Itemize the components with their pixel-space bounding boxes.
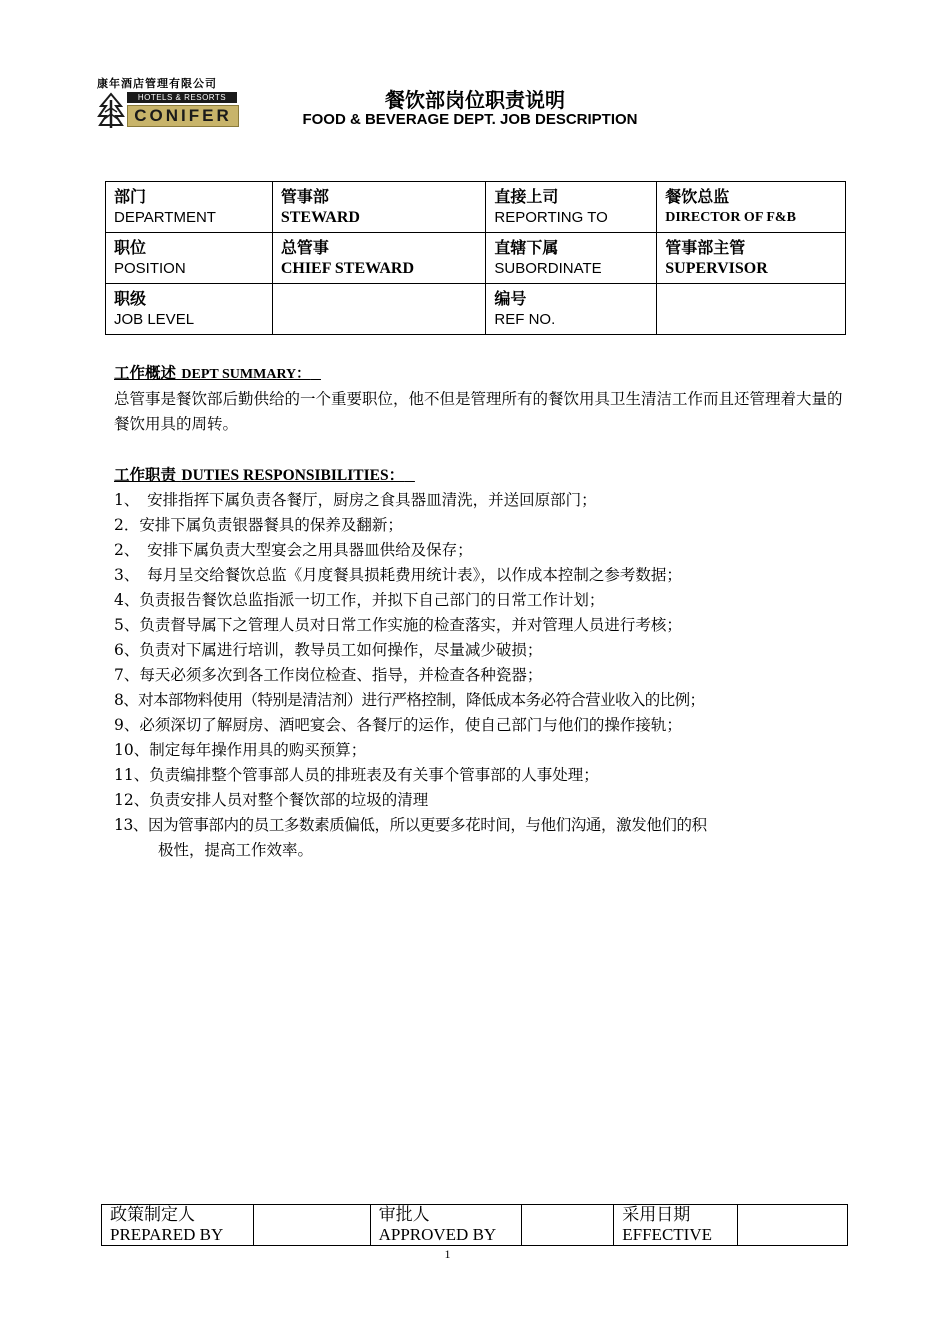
effective-label-en: EFFECTIVE xyxy=(622,1225,712,1244)
list-item: 3、 每月呈交给餐饮总监《月度餐具损耗费用统计表》，以作成本控制之参考数据； xyxy=(114,566,682,584)
logo-brand: CONIFER xyxy=(127,105,239,127)
list-item: 2．安排下属负责银器餐具的保养及翻新； xyxy=(114,516,403,534)
job-level-label-cn: 职级 xyxy=(114,289,147,308)
list-item-continuation: 极性，提高工作效率。 xyxy=(158,841,314,859)
logo-tagline: HOTELS & RESORTS xyxy=(127,92,237,103)
reporting-label-en: REPORTING TO xyxy=(494,209,608,226)
table-row xyxy=(106,182,846,233)
list-item: 6、负责对下属进行培训，教导员工如何操作，尽量减少破损； xyxy=(114,641,543,659)
department-label-cell xyxy=(106,182,273,233)
reporting-label-cn: 直接上司 xyxy=(494,187,559,206)
position-value-en: CHIEF STEWARD xyxy=(280,260,415,277)
subordinate-label-en: SUBORDINATE xyxy=(494,260,602,277)
duties-heading-en: DUTIES RESPONSIBILITIES： xyxy=(181,467,405,484)
approved-label-cell xyxy=(370,1205,522,1246)
job-level-label-en: JOB LEVEL xyxy=(114,311,195,328)
subordinate-label-cn: 直辖下属 xyxy=(494,238,559,257)
prepared-label-cn: 政策制定人 xyxy=(110,1205,195,1225)
list-item: 4、负责报告餐饮总监指派一切工作，并拟下自己部门的日常工作计划； xyxy=(114,591,605,609)
approved-label-en: APPROVED BY xyxy=(378,1225,497,1244)
subordinate-label-cell xyxy=(486,233,657,284)
effective-label-cell xyxy=(614,1205,738,1246)
list-item: 8、对本部物料使用（特别是清洁剂）进行严格控制，降低成本务必符合营业收入的比例； xyxy=(114,691,705,709)
position-value-cn: 总管事 xyxy=(280,238,329,257)
subordinate-value-cn: 管事部主管 xyxy=(665,238,746,257)
list-item: 5、负责督导属下之管理人员对日常工作实施的检查落实，并对管理人员进行考核； xyxy=(114,616,682,634)
page-number: 1 xyxy=(444,1247,451,1261)
position-label-cell xyxy=(106,233,273,284)
list-item: 13、因为管事部内的员工多数素质偏低，所以更要多花时间，与他们沟通，激发他们的积 xyxy=(114,816,707,834)
list-item: 9、必须深切了解厨房、酒吧宴会、各餐厅的运作，使自己部门与他们的操作接轨； xyxy=(114,716,682,734)
summary-text: 总管事是餐饮部后勤供给的一个重要职位，他不但是管理所有的餐饮用具卫生清洁工作而且还管理着大量的餐饮用具的周转。 xyxy=(114,390,843,433)
reporting-value-en: DIRECTOR OF F&B xyxy=(665,210,796,225)
list-item: 11、负责编排整个管事部人员的排班表及有关事个管事部的人事处理； xyxy=(114,766,599,784)
reporting-label-cell xyxy=(486,182,657,233)
table-row xyxy=(106,284,846,335)
document-title-en: FOOD & BEVERAGE DEPT. JOB DESCRIPTION xyxy=(302,111,638,128)
duties-heading-cn: 工作职责 xyxy=(114,465,177,484)
subordinate-value-en: SUPERVISOR xyxy=(665,260,768,277)
table-row xyxy=(102,1205,848,1246)
department-label-cn: 部门 xyxy=(114,187,147,206)
summary-heading-en: DEPT SUMMARY： xyxy=(181,367,311,382)
list-item: 2、 安排下属负责大型宴会之用具器皿供给及保存； xyxy=(114,541,473,559)
summary-heading-cn: 工作概述 xyxy=(114,363,177,382)
effective-value-cell xyxy=(738,1205,848,1246)
ref-no-label-cell xyxy=(486,284,657,335)
position-value-cell xyxy=(272,233,486,284)
signature-table xyxy=(101,1204,848,1246)
department-value-cell xyxy=(272,182,486,233)
department-label-en: DEPARTMENT xyxy=(114,209,216,226)
job-level-value-cell xyxy=(272,284,486,335)
department-value-cn: 管事部 xyxy=(280,187,329,206)
list-item: 7、每天必须多次到各工作岗位检查、指导，并检查各种瓷器； xyxy=(114,666,543,684)
ref-no-label-cn: 编号 xyxy=(494,289,527,308)
position-label-en: POSITION xyxy=(114,260,186,277)
logo-company-name: 康年酒店管理有限公司 xyxy=(97,77,217,90)
list-item: 1、 安排指挥下属负责各餐厅，厨房之食具器皿清洗，并送回原部门； xyxy=(114,491,597,509)
approved-value-cell xyxy=(522,1205,614,1246)
duties-heading xyxy=(114,462,844,488)
subordinate-value-cell xyxy=(657,233,846,284)
ref-no-value-cell xyxy=(657,284,846,335)
prepared-value-cell xyxy=(253,1205,370,1246)
position-label-cn: 职位 xyxy=(114,238,147,257)
reporting-value-cell xyxy=(657,182,846,233)
summary-heading xyxy=(114,360,844,387)
prepared-label-cell xyxy=(102,1205,254,1246)
reporting-value-cn: 餐饮总监 xyxy=(665,187,730,206)
list-item: 10、制定每年操作用具的购买预算； xyxy=(114,741,367,759)
document-title-cn: 餐饮部岗位职责说明 xyxy=(385,88,565,112)
ref-no-label-en: REF NO. xyxy=(494,311,556,328)
department-value-en: STEWARD xyxy=(280,209,360,226)
table-row xyxy=(106,233,846,284)
list-item: 12、负责安排人员对整个餐饮部的垃圾的清理 xyxy=(114,791,429,809)
prepared-label-en: PREPARED BY xyxy=(110,1225,224,1244)
job-info-table xyxy=(105,181,846,335)
effective-label-cn: 采用日期 xyxy=(622,1205,691,1225)
job-level-label-cell xyxy=(106,284,273,335)
document-body xyxy=(114,360,844,863)
approved-label-cn: 审批人 xyxy=(378,1205,430,1225)
